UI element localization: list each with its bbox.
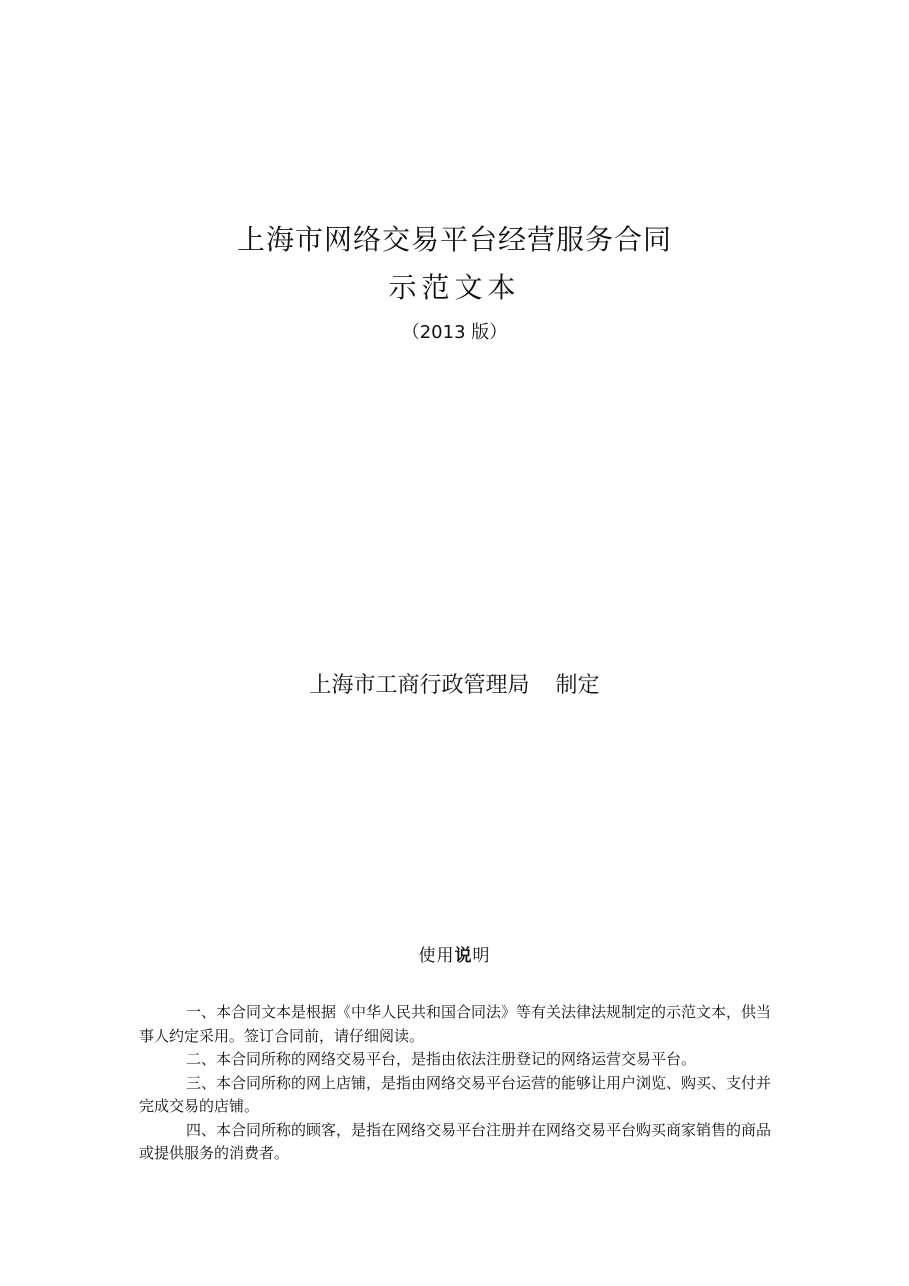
document-subtitle: 示范文本: [388, 271, 521, 304]
usage-notes: [139, 1001, 771, 1166]
usage-note-3: 三、本合同所称的网上店铺，是指由网络交易平台运营的能够让用户浏览、购买、支付并完成交易的店铺。: [139, 1073, 772, 1115]
edition-label: （2013 版）: [401, 322, 508, 343]
usage-note-1: 一、本合同文本是根据《中华人民共和国合同法》等有关法律法规制定的示范文本，供当事人约定采用。签订合同前，请仔细阅读。: [139, 1003, 772, 1045]
document-title: 上海市网络交易平台经营服务合同: [236, 223, 672, 256]
usage-heading-prefix: 使用: [418, 946, 455, 966]
issuer-line: [0, 668, 909, 699]
usage-note-2: 二、本合同所称的网络交易平台，是指由依法注册登记的网络运营交易平台。: [186, 1050, 697, 1068]
usage-note-4: 四、本合同所称的顾客，是指在网络交易平台注册并在网络交易平台购买商家销售的商品或提供服务的消费者。: [139, 1120, 772, 1162]
usage-heading: [0, 941, 909, 966]
usage-heading-suffix: 明: [472, 946, 491, 966]
usage-heading-bold: 说: [454, 946, 473, 966]
issuer-action: 制定: [555, 673, 600, 698]
issuer-name: 上海市工商行政管理局: [309, 673, 530, 698]
